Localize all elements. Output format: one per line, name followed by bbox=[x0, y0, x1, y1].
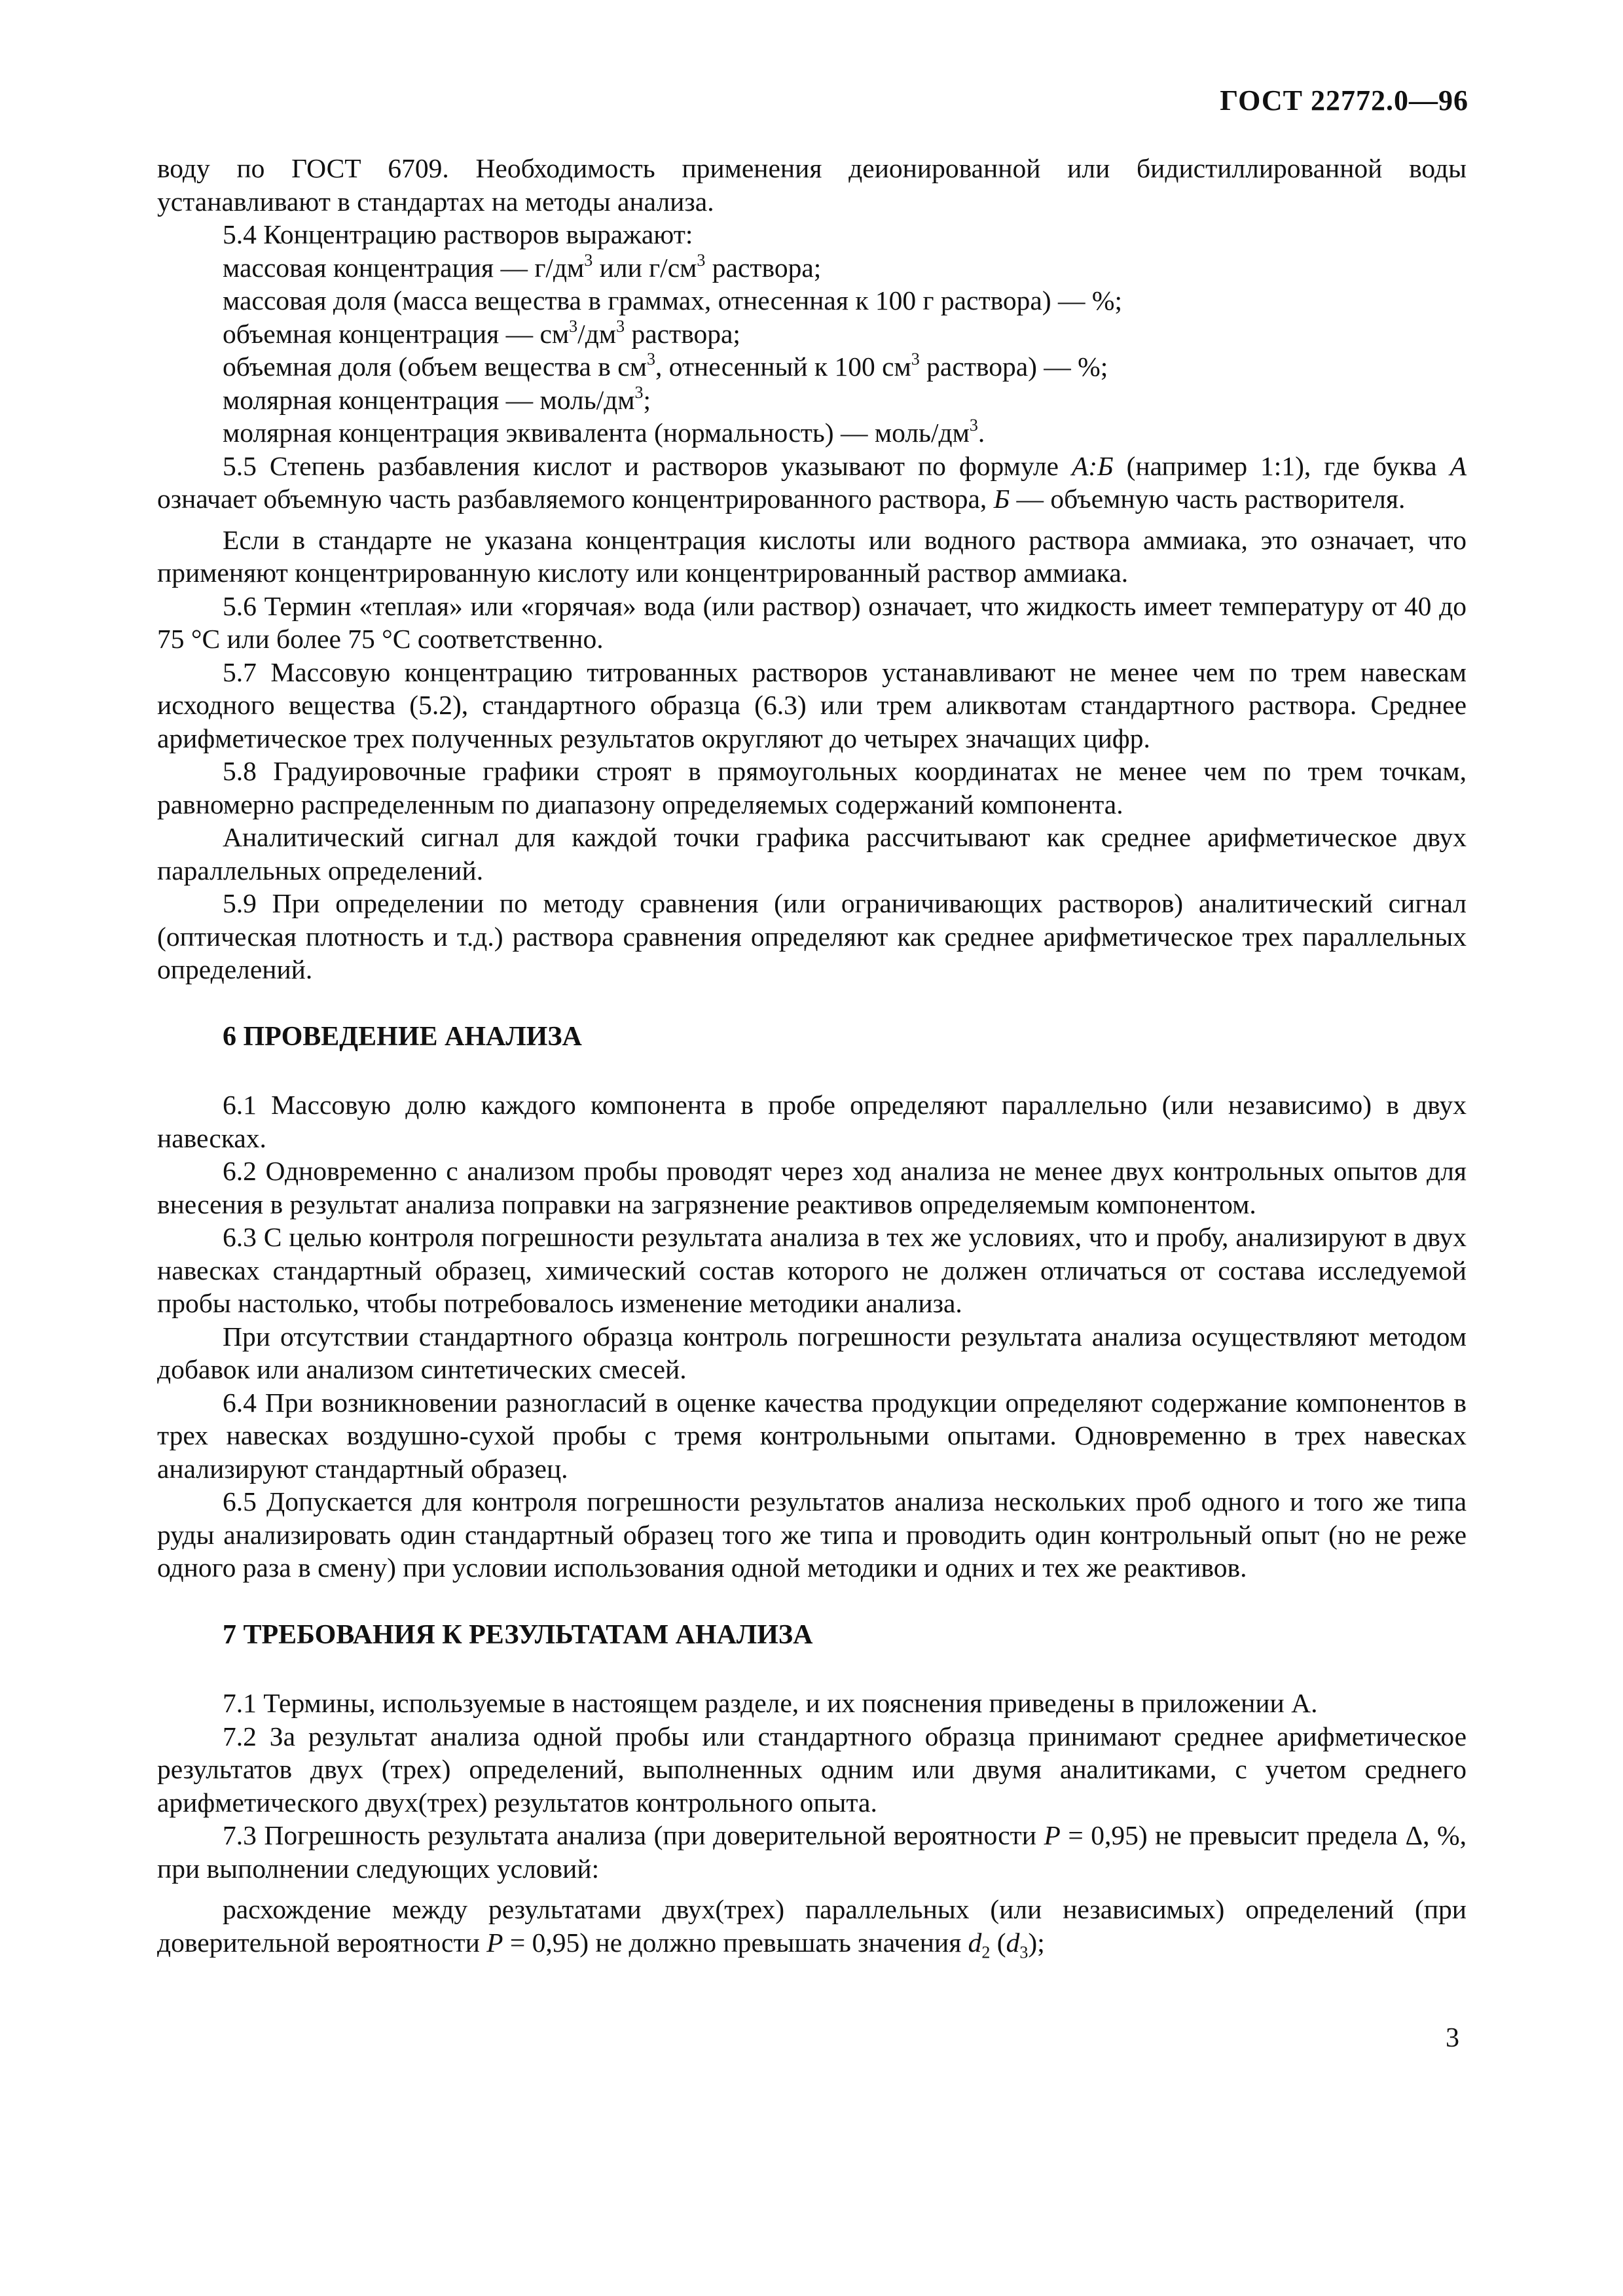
clause-5-4: 5.4 Концентрацию растворов выражают: bbox=[223, 219, 693, 249]
paragraph-water: воду по ГОСТ 6709. Необходимость применения деионированной или бидистиллированной воды устанавливают в стандартах на методы анализа. bbox=[157, 153, 1467, 217]
clause-5-8: 5.8 Градуировочные графики строят в прямоугольных координатах не менее чем по трем точкам, равномерно распределенным по диапазону определяемых содержаний компонента. bbox=[157, 756, 1467, 819]
section-6-heading: 6 ПРОВЕДЕНИЕ АНАЛИЗА bbox=[223, 1021, 582, 1052]
concentration-equivalent: молярная концентрация эквивалента (нормальность) — моль/$дм^3$. bbox=[223, 416, 985, 448]
clause-5-9: 5.9 При определении по методу сравнения (или ограничивающих растворов) аналитический сигнал (оптическая плотность и т.д.) раствора сравнения определяют как среднее арифметическое трех параллельных определений. bbox=[157, 888, 1467, 984]
concentration-volume: объемная концентрация — $см^3/дм^3$ раствора; bbox=[223, 316, 740, 349]
clause-6-4: 6.4 При возникновении разногласий в оценке качества продукции определяют содержание компонентов в трех навесках воздушно-сухой пробы с тремя контрольными опытами. Одновременно в трех навесках анализируют стандартный образец. bbox=[157, 1387, 1467, 1484]
clause-5-7: 5.7 Массовую концентрацию титрованных растворов устанавливают не менее чем по трем навескам исходного вещества (5.2), стандартного образца (6.3) или трем аликвотам стандартного раствора. Среднее арифметическое трех полученных результатов округляют до четырех значащих цифр. bbox=[157, 656, 1467, 753]
clause-7-1: 7.1 Термины, используемые в настоящем разделе, и их пояснения приведены в приложении А. bbox=[223, 1688, 1318, 1718]
clause-6-3-note: При отсутствии стандартного образца контроль погрешности результата анализа осуществляют методом добавок или анализом синтетических смесей. bbox=[157, 1321, 1467, 1384]
clause-5-5-note: Если в стандарте не указана концентрация кислоты или водного раствора аммиака, это означает, что применяют концентрированную кислоту или концентрированный раствор аммиака. bbox=[157, 524, 1467, 588]
section-7-heading: 7 ТРЕБОВАНИЯ К РЕЗУЛЬТАТАМ АНАЛИЗА bbox=[223, 1619, 813, 1650]
clause-5-8-note: Аналитический сигнал для каждой точки графика рассчитывают как среднее арифметическое двух параллельных определений. bbox=[157, 822, 1467, 886]
concentration-mass-fraction: массовая доля (масса вещества в граммах, отнесенная к 100 г раствора) — %; bbox=[223, 285, 1122, 315]
clause-6-2: 6.2 Одновременно с анализом пробы проводят через ход анализа не менее двух контрольных опытов для внесения в результат анализа поправки на загрязнение реактивов определяемым компонентом. bbox=[157, 1156, 1467, 1219]
concentration-molar: молярная концентрация — моль/$дм^3$; bbox=[223, 382, 651, 415]
clause-7-2: 7.2 За результат анализа одной пробы или стандартного образца принимают среднее арифметическое результатов двух (трех) определений, выполненных одним или двумя аналитиками, с учетом среднего арифметического двух(трех) результатов контрольного опыта. bbox=[157, 1721, 1467, 1818]
doc-code-header: ГОСТ 22772.0—96 bbox=[1220, 84, 1468, 117]
document-body bbox=[157, 152, 1467, 1962]
clause-6-1: 6.1 Массовую долю каждого компонента в пробе определяют параллельно (или независимо) в двух навесках. bbox=[157, 1090, 1467, 1153]
page-number: 3 bbox=[1446, 2023, 1459, 2053]
concentration-mass: массовая концентрация — $г/дм^3$ или $г/см^3$ раствора; bbox=[223, 250, 822, 283]
clause-7-3-condition: расхождение между результатами двух(трех) параллельных (или независимых) определений (при доверительной вероятности Р = 0,95) не должно превышать значения $d_2$ $(d_3)$; bbox=[157, 1894, 1467, 1962]
clause-6-3: 6.3 С целью контроля погрешности результата анализа в тех же условиях, что и пробу, анализируют в двух навесках стандартный образец, химический состав которого не должен отличаться от состава исследуемой пробы настолько, чтобы потребовалось изменение методики анализа. bbox=[157, 1222, 1467, 1318]
clause-5-5: 5.5 Степень разбавления кислот и растворов указывают по формуле А:Б (например 1:1), где буква А означает объемную часть разбавляемого концентрированного раствора, Б — объемную часть растворителя. bbox=[157, 450, 1467, 514]
concentration-volume-fraction: объемная доля (объем вещества в $см^3$, отнесенный к 100 $см^3$ раствора) — %; bbox=[223, 350, 1108, 382]
clause-7-3: 7.3 Погрешность результата анализа (при доверительной вероятности Р = 0,95) не превысит предела Δ, %, при выполнении следующих условий: bbox=[157, 1820, 1467, 1884]
clause-6-5: 6.5 Допускается для контроля погрешности результатов анализа нескольких проб одного и того же типа руды анализировать один стандартный образец того же типа и проводить один контрольный опыт (но не реже одного раза в смену) при условии использования одной методики и одних и тех же реактивов. bbox=[157, 1486, 1467, 1583]
clause-5-6: 5.6 Термин «теплая» или «горячая» вода (или раствор) означает, что жидкость имеет температуру от 40 до 75 °С или более 75 °С соответственно. bbox=[157, 590, 1467, 654]
